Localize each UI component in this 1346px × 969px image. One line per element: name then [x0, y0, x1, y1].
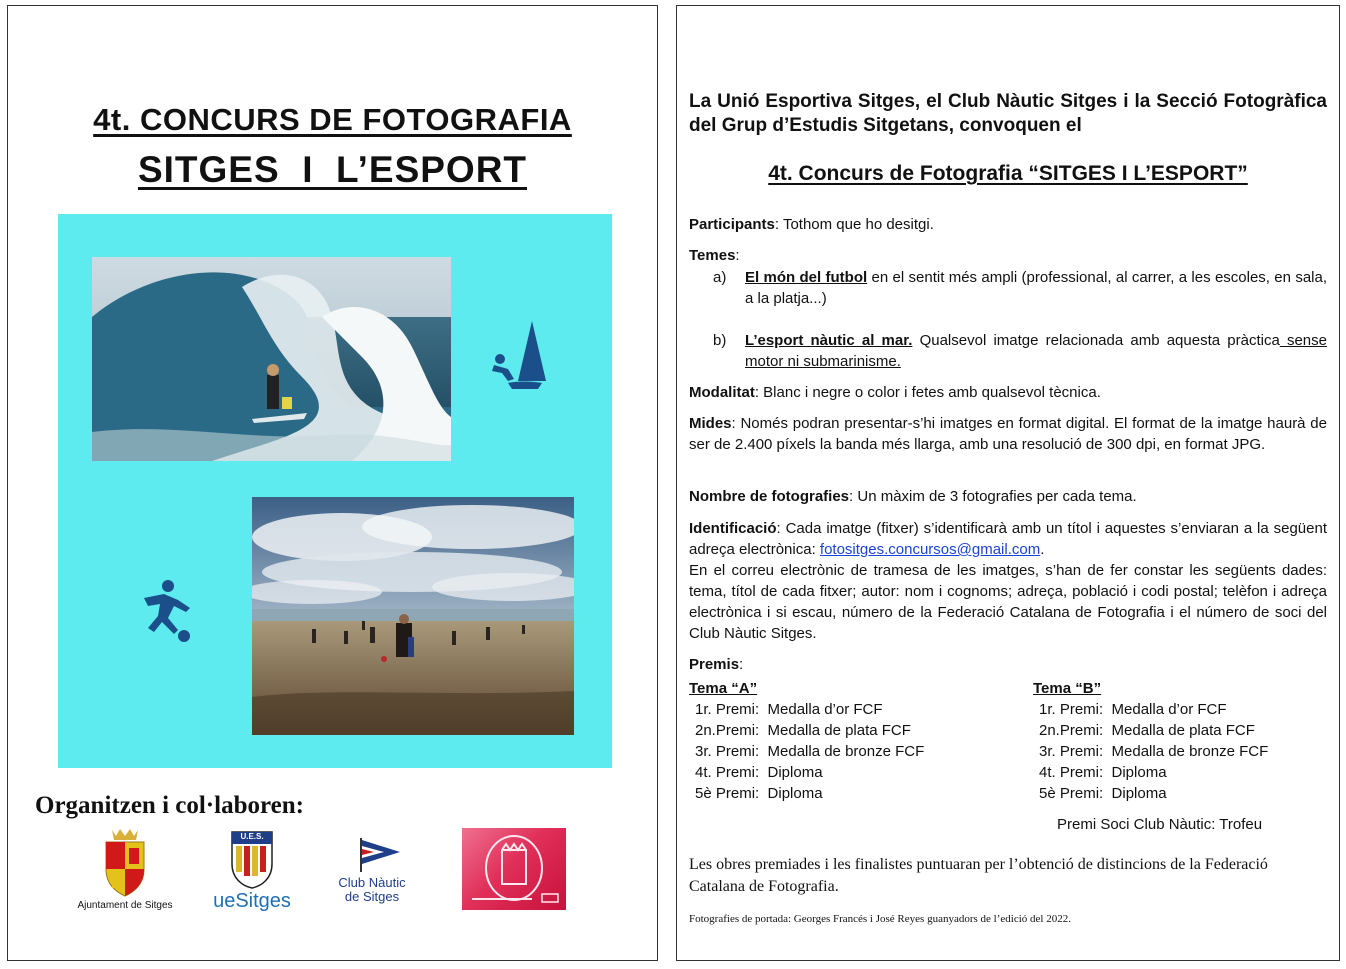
- surf-photo-image: [92, 257, 451, 461]
- theme-b-prizes-heading: Tema “B”: [1033, 680, 1102, 697]
- photo-count-paragraph: [689, 486, 1327, 507]
- ajuntament-logo-caption: Ajuntament de Sitges: [77, 900, 173, 911]
- prize-row: 2n.Premi: Medalla de plata FCF: [1039, 722, 1255, 739]
- beach-photo-image: [252, 497, 574, 735]
- rules-page: [676, 5, 1340, 961]
- prize-row: 5è Premi: Diploma: [695, 785, 823, 802]
- sizes-label: Mides: [689, 415, 732, 432]
- photo-count-text: : Un màxim de 3 fotografies per cada tema.: [849, 488, 1137, 505]
- uesitges-logo: [206, 830, 298, 916]
- sailing-icon: [488, 319, 548, 389]
- prizes-colon: :: [739, 656, 744, 673]
- poster-title-line1: 4t. CONCURS DE FOTOGRAFIA: [93, 102, 572, 137]
- theme-a-prizes: [689, 678, 989, 804]
- prizes-heading: [689, 654, 1327, 675]
- club-nautic-sitges-logo: [322, 836, 422, 908]
- participants-label: Participants: [689, 216, 775, 233]
- poster-title-line2: SITGES I L’ESPORT: [137, 149, 528, 190]
- theme-a-title: El món del futbol: [745, 269, 868, 286]
- theme-a-item: [713, 267, 1327, 309]
- intro-paragraph: La Unió Esportiva Sitges, el Club Nàutic Sitges i la Secció Fotogràfica del Grup d’Estudis Sitgetans, convoquen el: [689, 91, 1327, 136]
- prize-row: 1r. Premi: Medalla d’or FCF: [695, 701, 883, 718]
- special-prize: Premi Soci Club Nàutic: Trofeu: [1057, 816, 1263, 833]
- prize-row: 3r. Premi: Medalla de bronze FCF: [1039, 743, 1269, 760]
- theme-a-marker: a): [713, 269, 727, 286]
- theme-b-underlined-text: sense motor ni submarinisme.: [745, 332, 1327, 370]
- theme-b-prizes: [1033, 678, 1333, 804]
- prize-row: 3r. Premi: Medalla de bronze FCF: [695, 743, 925, 760]
- prize-row: 1r. Premi: Medalla d’or FCF: [1039, 701, 1227, 718]
- identification-label: Identificació: [689, 520, 777, 537]
- submission-details-paragraph: En el correu electrònic de tramesa de les imatges, s’han de fer constar les següents dades: tema, títol de cada fitxer; autor: nom i cognoms; adreça, població i codi postal; telèfon i adreça electrònica i si escau, número de la Federació Catalana de Fotografia i el número de soci del Club Nàutic Sitges.: [689, 562, 1327, 642]
- theme-b-text: Qualsevol imatge relacionada amb aquesta pràctica: [912, 332, 1280, 349]
- closing-paragraph: Les obres premiades i les finalistes puntuaran per l’obtenció de distincions de la Federació Catalana de Fotografia.: [689, 856, 1268, 895]
- surf-photo: [92, 257, 451, 461]
- theme-a-prizes-heading: Tema “A”: [689, 680, 758, 697]
- grup-estudis-sitgetans-logo: [462, 828, 566, 910]
- ues-badge-text: U.E.S.: [240, 832, 264, 841]
- organizers-heading: Organitzen i col·laboren:: [35, 792, 304, 819]
- themes-colon: :: [735, 247, 740, 264]
- prizes-label: Premis: [689, 656, 740, 673]
- modality-label: Modalitat: [689, 384, 755, 401]
- beach-football-photo: [252, 497, 574, 735]
- cover-panel: [58, 214, 612, 768]
- modality-text: : Blanc i negre o color i fetes amb qualsevol tècnica.: [754, 384, 1101, 401]
- soccer-icon: [134, 578, 196, 644]
- participants-paragraph: [689, 214, 1327, 235]
- modality-paragraph: [689, 382, 1327, 403]
- identification-paragraph: [689, 518, 1327, 560]
- uesitges-wordmark: ueSitges: [213, 890, 291, 912]
- theme-b-item: [713, 330, 1327, 372]
- themes-label: Temes: [689, 247, 736, 264]
- prize-row: 4t. Premi: Diploma: [1039, 764, 1167, 781]
- ajuntament-sitges-logo: [70, 826, 180, 916]
- theme-a-text: en el sentit més ampli (professional, al carrer, a les escoles, en sala, a la platja...): [745, 269, 1328, 307]
- theme-b-marker: b): [713, 332, 727, 349]
- prize-row: 4t. Premi: Diploma: [695, 764, 823, 781]
- sizes-paragraph: [689, 413, 1327, 455]
- poster-page: [7, 5, 658, 961]
- identification-end: .: [1040, 541, 1045, 558]
- nautic-logo-line1: Club Nàutic: [338, 875, 406, 890]
- nautic-pennant-icon: [322, 836, 422, 876]
- photo-count-label: Nombre de fotografies: [689, 488, 850, 505]
- contest-email-link[interactable]: fotositges.concursos@gmail.com: [819, 541, 1041, 558]
- prize-row: 2n.Premi: Medalla de plata FCF: [695, 722, 911, 739]
- prize-row: 5è Premi: Diploma: [1039, 785, 1167, 802]
- contest-title: 4t. Concurs de Fotografia “SITGES I L’ESPORT”: [768, 162, 1248, 185]
- gesitgetans-emblem-icon: [462, 828, 566, 910]
- photo-credits: Fotografies de portada: Georges Francés i José Reyes guanyadors de l’edició del 2022.: [689, 913, 1071, 925]
- participants-text: : Tothom que ho desitgi.: [774, 216, 934, 233]
- nautic-logo-line2: de Sitges: [344, 889, 400, 904]
- theme-b-title: L’esport nàutic al mar.: [745, 332, 913, 349]
- sizes-text: : Només podran presentar-s’hi imatges en format digital. El format de la imatge haurà de ser de 2.400 píxels la banda més llarga, amb una resolució de 300 dpi, en format JPG.: [689, 415, 1327, 453]
- identification-text: : Cada imatge (fitxer) s’identificarà amb un títol i aquestes s’enviaran a la següent adreça electrònica:: [689, 520, 1327, 558]
- themes-heading: [689, 245, 1327, 266]
